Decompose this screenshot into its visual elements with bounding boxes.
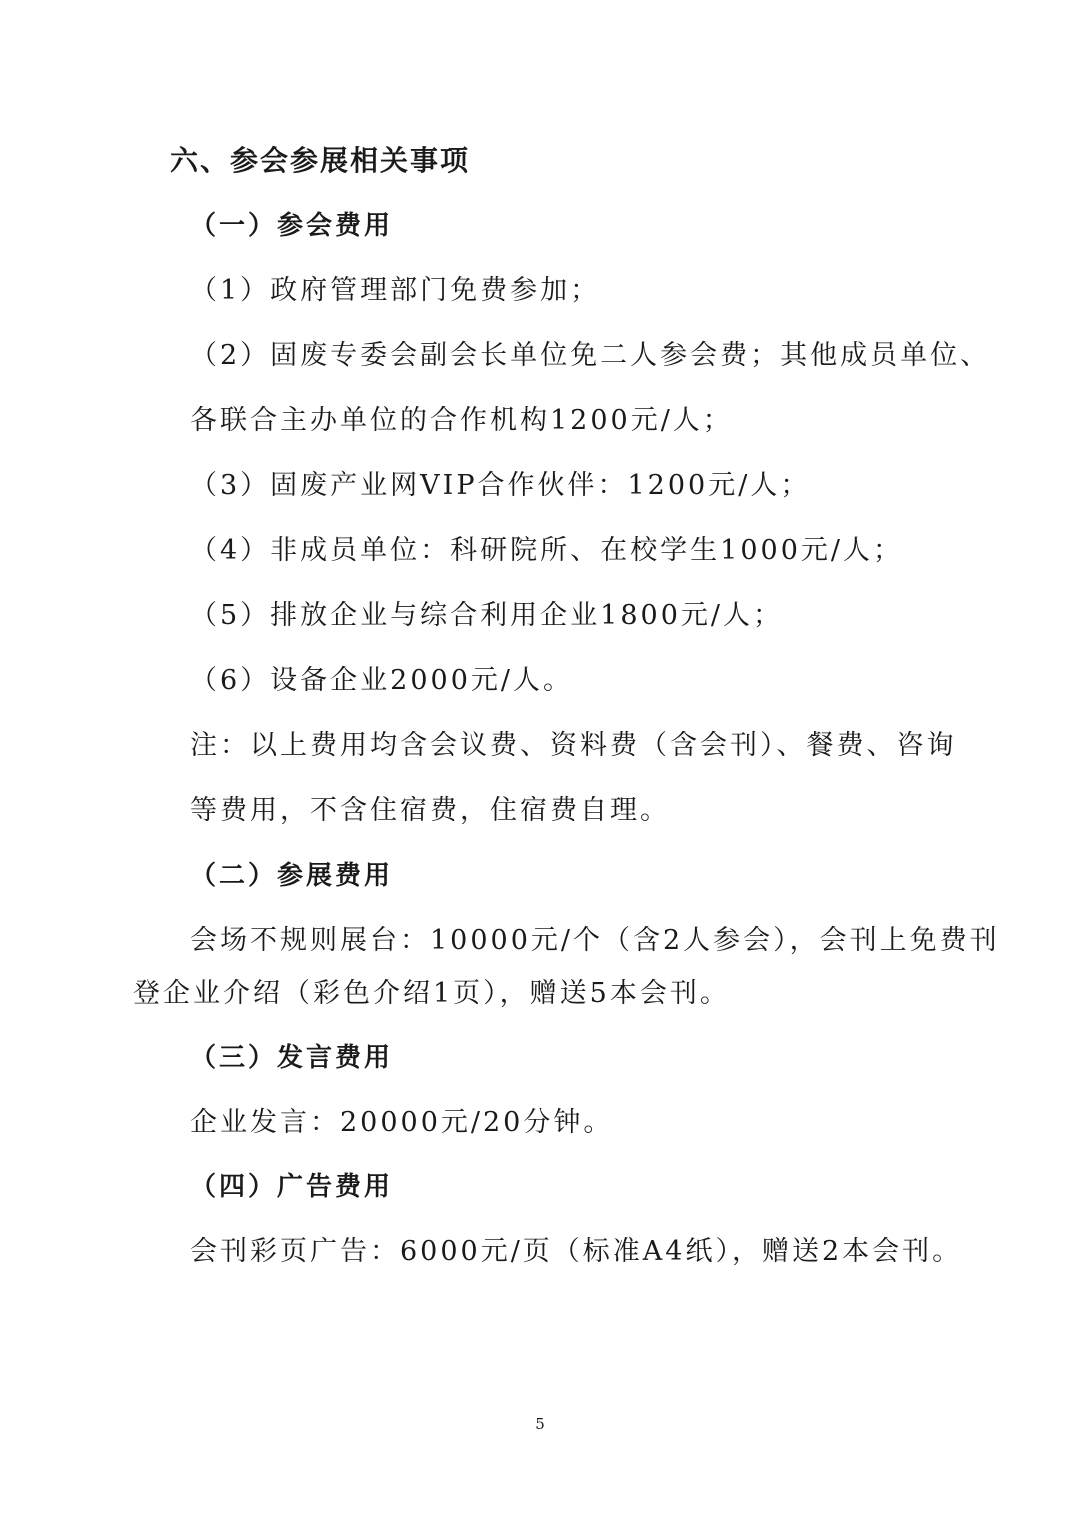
speech-line-1: 企业发言：20000元/20分钟。 <box>190 1107 614 1138</box>
speech-heading: （三）发言费用 <box>190 1043 394 1073</box>
fee-item-6: （6）设备企业2000元/人。 <box>190 665 573 696</box>
fee-item-1: （1）政府管理部门免费参加； <box>190 275 601 306</box>
fee-item-3: （3）固废产业网VIP合作伙伴：1200元/人； <box>190 470 811 501</box>
fee-note-line-1: 注：以上费用均含会议费、资料费（含会刊）、餐费、咨询 <box>190 730 957 761</box>
exhibition-line-2: 登企业介绍（彩色介绍1页），赠送5本会刊。 <box>133 978 730 1009</box>
fees-heading: （一）参会费用 <box>190 211 394 241</box>
fee-item-4: （4）非成员单位：科研院所、在校学生1000元/人； <box>190 535 903 566</box>
fee-note-line-2: 等费用，不含住宿费，住宿费自理。 <box>190 795 670 826</box>
exhibition-heading: （二）参展费用 <box>190 861 394 891</box>
fee-item-2-cont: 各联合主办单位的合作机构1200元/人； <box>190 405 733 436</box>
fee-item-2: （2）固废专委会副会长单位免二人参会费；其他成员单位、 <box>190 340 991 371</box>
ads-line-1: 会刊彩页广告：6000元/页（标准A4纸），赠送2本会刊。 <box>190 1236 963 1267</box>
section-title: 六、参会参展相关事项 <box>170 144 471 177</box>
fee-item-5: （5）排放企业与综合利用企业1800元/人； <box>190 600 783 631</box>
page-number: 5 <box>535 1415 545 1433</box>
ads-heading: （四）广告费用 <box>190 1172 394 1202</box>
exhibition-line-1: 会场不规则展台：10000元/个（含2人参会），会刊上免费刊 <box>190 925 1000 956</box>
